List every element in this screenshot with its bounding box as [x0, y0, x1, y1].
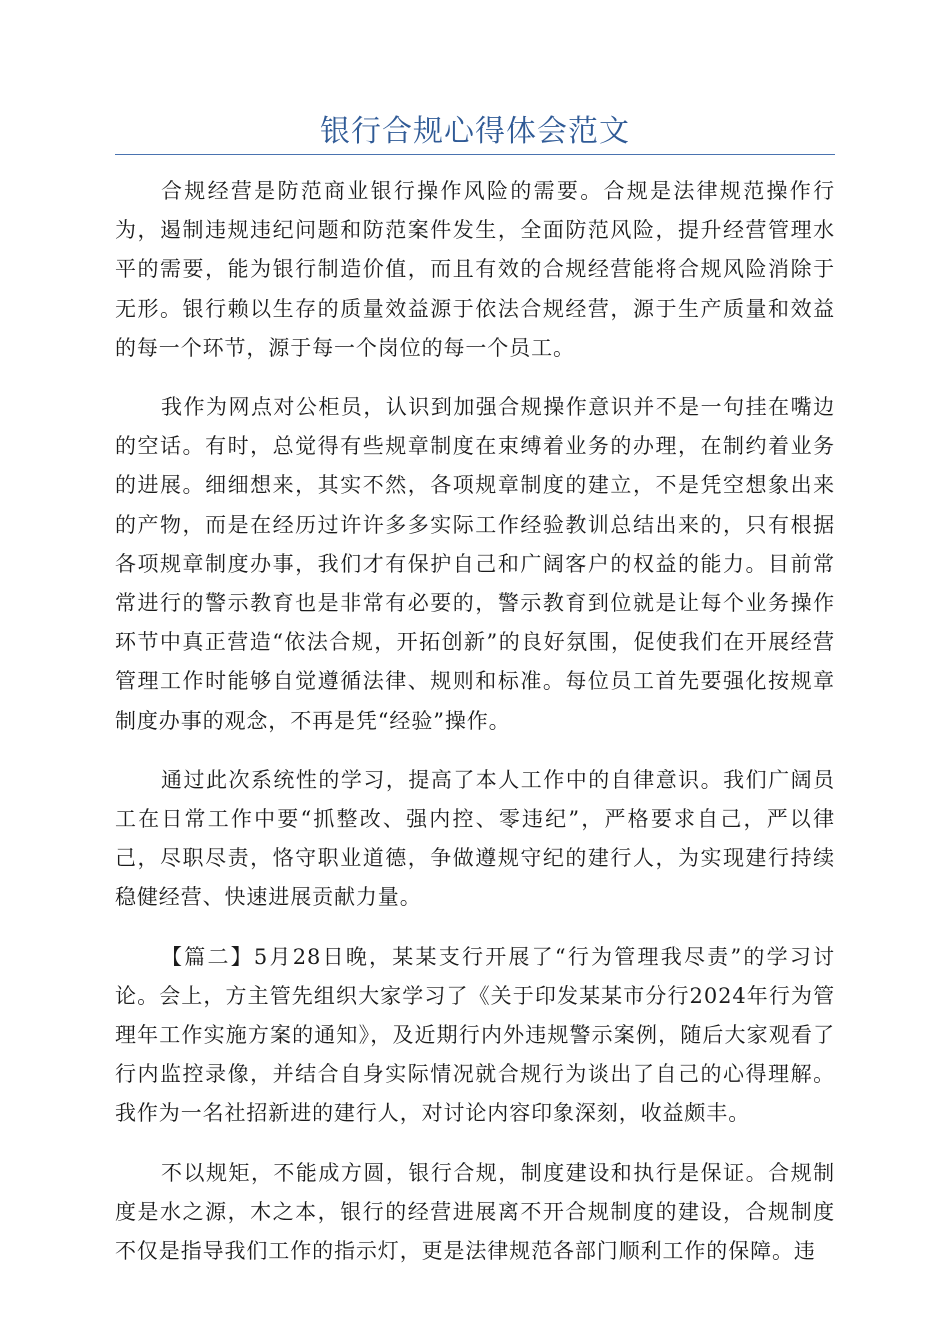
- title-underline: [115, 154, 835, 155]
- paragraph-1: 合规经营是防范商业银行操作风险的需要。合规是法律规范操作行为，遏制违规违纪问题和防范案件发生，全面防范风险，提升经营管理水平的需要，能为银行制造价值，而且有效的合规经营能将合规风险消除于无形。银行赖以生存的质量效益源于依法合规经营，源于生产质量和效益的每一个环节，源于每一个岗位的每一个员工。: [115, 179, 835, 360]
- paragraph-2: 我作为网点对公柜员，认识到加强合规操作意识并不是一句挂在嘴边的空话。有时，总觉得有些规章制度在束缚着业务的办理，在制约着业务的进展。细细想来，其实不然，各项规章制度的建立，不是凭空想象出来的产物，而是在经历过许许多多实际工作经验教训总结出来的，只有根据各项规章制度办事，我们才有保护自己和广阔客户的权益的能力。目前常常进行的警示教育也是非常有必要的，警示教育到位就是让每个业务操作环节中真正营造“依法合规，开拓创新”的良好氛围，促使我们在开展经营管理工作时能够自觉遵循法律、规则和标准。每位员工首先要强化按规章制度办事的观念，不再是凭“经验”操作。: [115, 395, 835, 733]
- paragraph-4: 【篇二】5月28日晚，某某支行开展了“行为管理我尽责”的学习讨论。会上，方主管先组织大家学习了《关于印发某某市分行2024年行为管理年工作实施方案的通知》，及近期行内外违规警示案例，随后大家观看了行内监控录像，并结合自身实际情况就合规行为谈出了自己的心得理解。我作为一名社招新进的建行人，对讨论内容印象深刻，收益颇丰。: [115, 944, 835, 1126]
- document-body: [115, 172, 835, 1291]
- document-title: 银行合规心得体会范文: [320, 114, 630, 149]
- paragraph-3: 通过此次系统性的学习，提高了本人工作中的自律意识。我们广阔员工在日常工作中要“抓整改、强内控、零违纪”，严格要求自己，严以律己，尽职尽责，恪守职业道德，争做遵规守纪的建行人，为实现建行持续稳健经营、快速进展贡献力量。: [115, 767, 835, 910]
- paragraph-5: 不以规矩，不能成方圆，银行合规，制度建设和执行是保证。合规制度是水之源，木之本，银行的经营进展离不开合规制度的建设，合规制度不仅是指导我们工作的指示灯，更是法律规范各部门顺利工作的保障。违: [115, 1160, 835, 1264]
